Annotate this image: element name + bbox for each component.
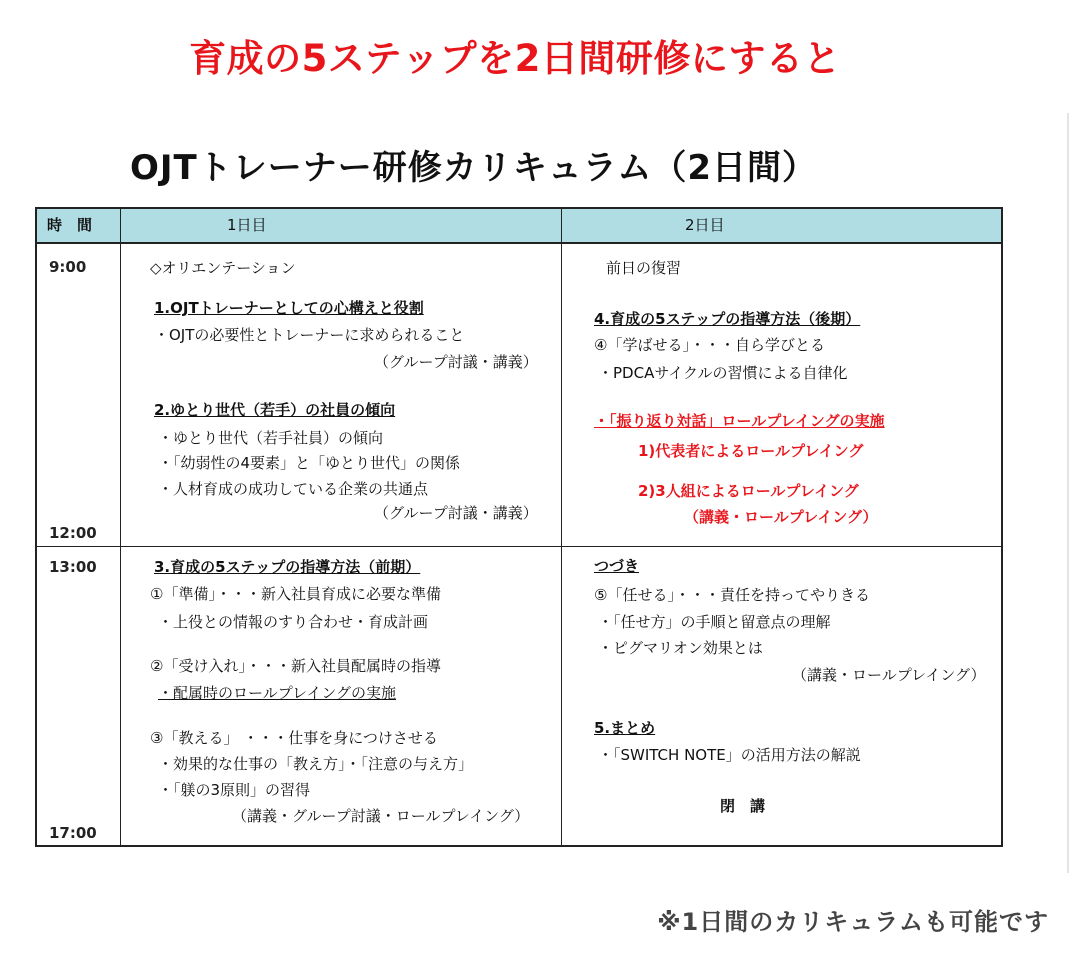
list-item: （グループ討議・講義） [374,353,538,371]
curriculum-table [35,207,1003,847]
list-item: ・「幼弱性の4要素」と「ゆとり世代」の関係 [158,454,461,472]
list-item: ◇オリエンテーション [150,259,296,277]
list-item: ・「任せ方」の手順と留意点の理解 [598,613,831,631]
section-heading: 3.育成の5ステップの指導方法（前期） [154,558,421,576]
section-heading: 1.OJTトレーナーとしての心構えと役割 [154,299,424,317]
right-edge-rule [1067,113,1069,873]
time-0900: 9:00 [49,258,87,276]
list-item: 前日の復習 [606,259,682,277]
roleplay-heading: ・「振り返り対話」ロールプレイングの実施 [594,412,885,430]
section-heading: つづき [594,557,640,575]
list-item: ・配属時のロールプレイングの実施 [158,684,397,702]
list-item: （講義・ロールプレイング） [792,666,986,684]
time-1200: 12:00 [49,524,97,542]
list-item: ②「受け入れ」・・・新入社員配属時の指導 [150,657,441,675]
header-day1: 1日目 [227,216,267,234]
header-time: 時 間 [47,216,93,234]
list-item: ・上役との情報のすり合わせ・育成計画 [158,613,429,631]
list-item: ・OJTの必要性とトレーナーに求められること [154,326,465,344]
document-title: OJTトレーナー研修カリキュラム（2日間） [130,148,818,188]
header-day2: 2日目 [685,216,725,234]
time-1700: 17:00 [49,824,97,842]
column-divider-days [561,209,562,845]
list-item: ③「教える」 ・・・仕事を身につけさせる [150,729,438,747]
headline: 育成の5ステップを2日間研修にすると [189,37,841,80]
list-item: ・「躾の3原則」の習得 [158,781,311,799]
list-item: （講義・グループ討議・ロールプレイング） [232,807,530,825]
row-divider-lunch [37,546,1001,547]
list-item: 2)3人組によるロールプレイング [638,482,859,500]
list-item: ・人材育成の成功している企業の共通点 [158,480,429,498]
list-item: ⑤「任せる」・・・責任を持ってやりきる [594,586,870,604]
list-item: ・効果的な仕事の「教え方」・「注意の与え方」 [158,755,474,773]
table-header-row [37,209,1001,244]
closing-label: 閉 講 [720,797,766,815]
section-heading: 4.育成の5ステップの指導方法（後期） [594,310,861,328]
list-item: ④「学ばせる」・・・自ら学びとる [594,336,825,354]
list-item: ・「SWITCH NOTE」の活用方法の解説 [598,746,861,764]
list-item: ・PDCAサイクルの習慣による自律化 [598,364,848,382]
section-heading: 5.まとめ [594,719,656,737]
column-divider-time [120,209,121,845]
list-item: （グループ討議・講義） [374,504,538,522]
list-item: ①「準備」・・・新入社員育成に必要な準備 [150,585,441,603]
list-item: 1)代表者によるロールプレイング [638,442,864,460]
list-item: （講義・ロールプレイング） [684,508,878,526]
list-item: ・ピグマリオン効果とは [598,639,763,657]
footer-note: ※1日間のカリキュラムも可能です [657,908,1049,936]
list-item: ・ゆとり世代（若手社員）の傾向 [158,429,384,447]
section-heading: 2.ゆとり世代（若手）の社員の傾向 [154,401,396,419]
time-1300: 13:00 [49,558,97,576]
